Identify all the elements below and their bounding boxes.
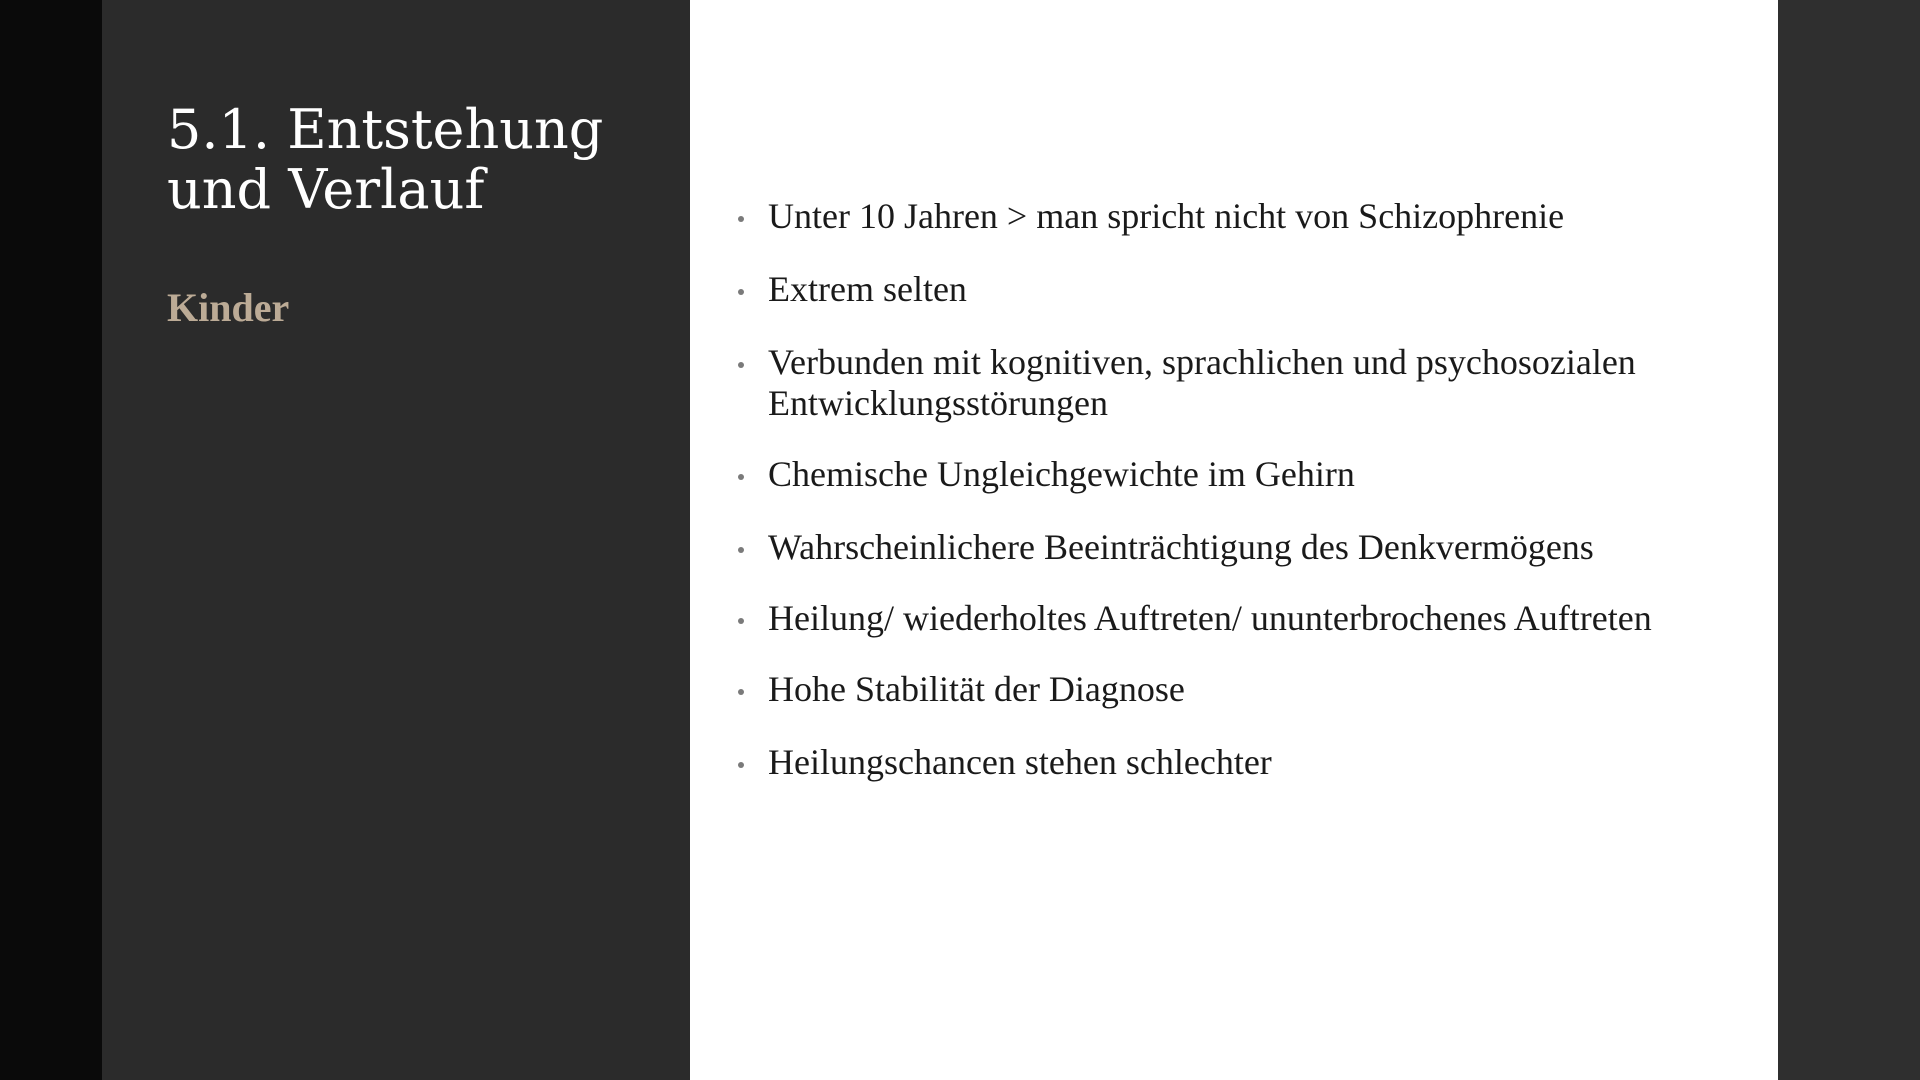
bullet-list [738, 196, 1748, 815]
bullet-icon [738, 547, 744, 553]
bullet-icon [738, 289, 744, 295]
right-side-strip [1778, 0, 1920, 1080]
bullet-text: Unter 10 Jahren > man spricht nicht von Schizophrenie [768, 196, 1565, 236]
slide-subtitle: Kinder [167, 285, 290, 330]
bullet-icon [738, 762, 744, 768]
bullet-item [738, 342, 1748, 424]
bullet-icon [738, 689, 744, 695]
bullet-item [738, 669, 1748, 710]
bullet-item [738, 598, 1748, 639]
bullet-icon [738, 474, 744, 480]
bullet-text: Extrem selten [768, 269, 967, 309]
bullet-text: Heilung/ wiederholtes Auftreten/ ununterbrochenes Auftreten [768, 598, 1652, 638]
bullet-text: Hohe Stabilität der Diagnose [768, 669, 1185, 709]
bullet-icon [738, 618, 744, 624]
bullet-item [738, 196, 1748, 237]
slide-title-line-2: und Verlauf [167, 158, 485, 221]
bullet-text: Verbunden mit kognitiven, sprachlichen und psychosozialen Entwicklungsstörungen [768, 342, 1636, 423]
slide-title [167, 100, 647, 220]
bullet-icon [738, 362, 744, 368]
bullet-text: Heilungschancen stehen schlechter [768, 742, 1272, 782]
slide-title-line-1: 5.1. Entstehung [167, 98, 604, 161]
bullet-item [738, 269, 1748, 310]
bullet-item [738, 527, 1748, 568]
bullet-text: Chemische Ungleichgewichte im Gehirn [768, 454, 1355, 494]
bullet-icon [738, 216, 744, 222]
bullet-item [738, 454, 1748, 495]
bullet-text: Wahrscheinlichere Beeinträchtigung des Denkvermögens [768, 527, 1594, 567]
bullet-item [738, 742, 1748, 783]
